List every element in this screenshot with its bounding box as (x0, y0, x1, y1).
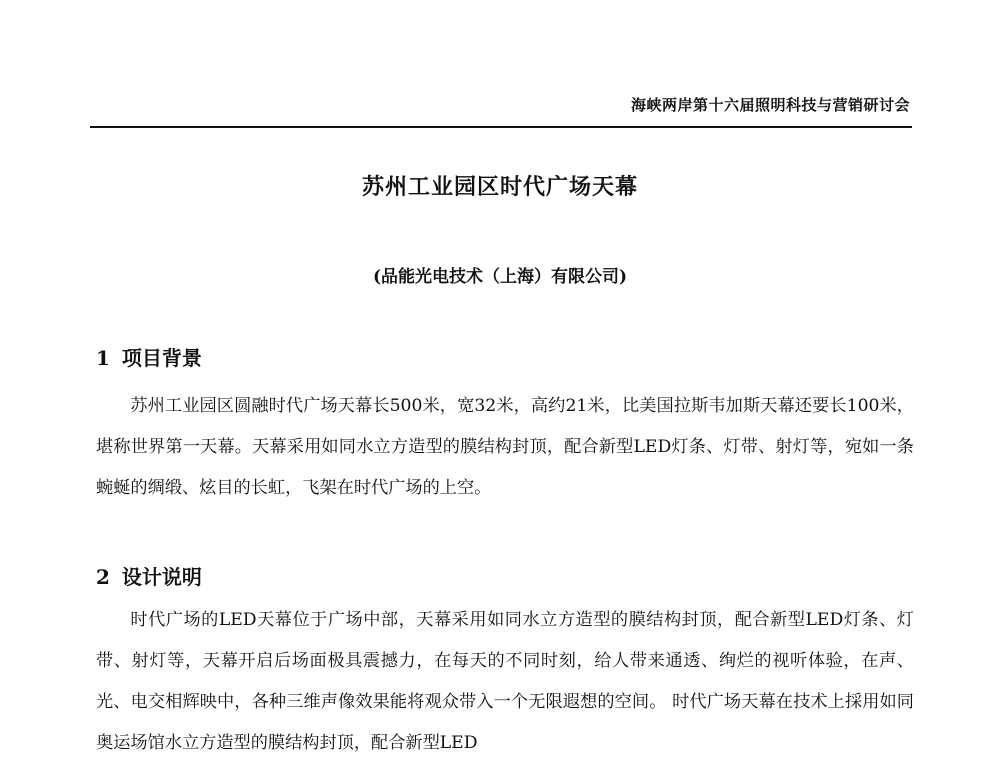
header-divider (90, 126, 912, 128)
running-header: 海峡两岸第十六届照明科技与营销研讨会 (630, 96, 910, 114)
section-number: 2 (96, 565, 110, 589)
section-heading-background (96, 342, 202, 371)
section-paragraph-design: 时代广场的LED天幕位于广场中部，天幕采用如同水立方造型的膜结构封顶，配合新型LED灯条、灯带、射灯等，天幕开启后场面极具震撼力，在每天的不同时刻，给人带来通透、绚烂的视听体验，在声、光、电交相辉映中，各种三维声像效果能将观众带入一个无限遐想的空间。 时代广场天幕在技术上採用如同奥运场馆水立方造型的膜结构封顶，配合新型LED (96, 610, 914, 753)
section-number: 1 (96, 346, 110, 370)
article-title: 苏州工业园区时代广场天幕 (361, 174, 638, 200)
section-heading-design (96, 561, 202, 590)
section-title: 项目背景 (121, 346, 202, 370)
section-paragraph-background: 苏州工业园区圆融时代广场天幕长500米，宽32米，高约21米，比美国拉斯韦加斯天幕还要长100米，堪称世界第一天幕。天幕采用如同水立方造型的膜结构封顶，配合新型LED灯条、灯带、射灯等，宛如一条蜿蜒的绸缎、炫目的长虹，飞架在时代广场的上空。 (96, 396, 914, 498)
author-organization: (品能光电技术（上海）有限公司) (372, 267, 628, 287)
section-title: 设计说明 (121, 565, 202, 589)
